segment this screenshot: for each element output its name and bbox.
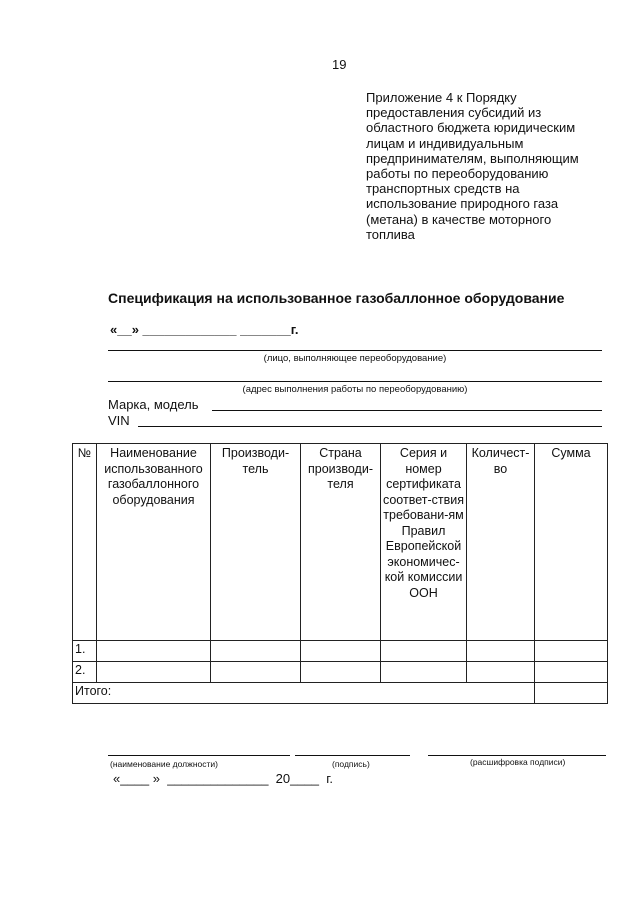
table-header-row — [73, 444, 608, 641]
table-row — [73, 641, 608, 662]
table-cell — [467, 641, 535, 662]
table-cell — [97, 662, 211, 683]
table-cell — [467, 662, 535, 683]
column-header-number: № — [73, 444, 97, 641]
table-cell — [301, 662, 381, 683]
table-cell — [211, 662, 301, 683]
table-row — [73, 662, 608, 683]
address-caption: (адрес выполнения работы по переоборудованию) — [242, 384, 468, 395]
position-underline — [108, 755, 290, 756]
appendix-note — [366, 90, 616, 242]
signature-date-line: «____ » ______________ 20____ г. — [113, 771, 334, 786]
column-header-manufacturer: Производи-тель — [211, 444, 301, 641]
total-label: Итого: — [73, 683, 535, 704]
row-number: 1. — [73, 641, 97, 662]
column-header-sum: Сумма — [535, 444, 608, 641]
table-cell — [301, 641, 381, 662]
table-cell — [381, 641, 467, 662]
signature-caption: (подпись) — [332, 759, 370, 769]
table-cell — [97, 641, 211, 662]
appendix-line: Приложение 4 к Порядку — [366, 90, 517, 105]
row-number: 2. — [73, 662, 97, 683]
specification-table — [72, 443, 608, 704]
column-header-quantity: Количест-во — [467, 444, 535, 641]
date-line: «__» _____________ _______г. — [110, 322, 299, 337]
column-header-country: Страна производи-теля — [301, 444, 381, 641]
column-header-equipment-name: Наименование использованного газобаллонного оборудования — [97, 444, 211, 641]
vin-underline — [138, 426, 602, 427]
appendix-line: предпринимателям, выполняющим — [366, 150, 579, 166]
person-caption: (лицо, выполняющее переоборудование) — [263, 353, 447, 364]
table-cell — [211, 641, 301, 662]
vin-label: VIN — [108, 413, 130, 428]
table-cell — [535, 662, 608, 683]
appendix-line: работы по переоборудованию — [366, 166, 549, 182]
position-caption: (наименование должности) — [110, 759, 218, 769]
appendix-line: лицам и индивидуальным — [366, 135, 524, 151]
total-sum-cell — [535, 683, 608, 704]
appendix-line: (метана) в качестве моторного — [366, 211, 552, 227]
total-row — [73, 683, 608, 704]
signature-underline — [295, 755, 410, 756]
address-underline — [108, 381, 602, 382]
decoding-underline — [428, 755, 606, 756]
decoding-caption: (расшифровка подписи) — [470, 757, 566, 767]
document-title: Спецификация на использованное газобаллонное оборудование — [108, 290, 565, 306]
appendix-line: транспортных средств на — [366, 181, 520, 197]
person-underline — [108, 350, 602, 351]
appendix-line: топлива — [366, 226, 415, 242]
appendix-line: областного бюджета юридическим — [366, 120, 576, 136]
column-header-certificate: Серия и номер сертификата соответ-ствия требовани-ям Правил Европейской экономичес-кой комиссии ООН — [381, 444, 467, 641]
table-cell — [535, 641, 608, 662]
brand-model-underline — [212, 410, 602, 411]
brand-model-label: Марка, модель — [108, 397, 199, 412]
page-number: 19 — [332, 57, 347, 72]
table-cell — [381, 662, 467, 683]
appendix-line: использование природного газа — [366, 196, 559, 212]
appendix-line: предоставления субсидий из — [366, 105, 542, 121]
